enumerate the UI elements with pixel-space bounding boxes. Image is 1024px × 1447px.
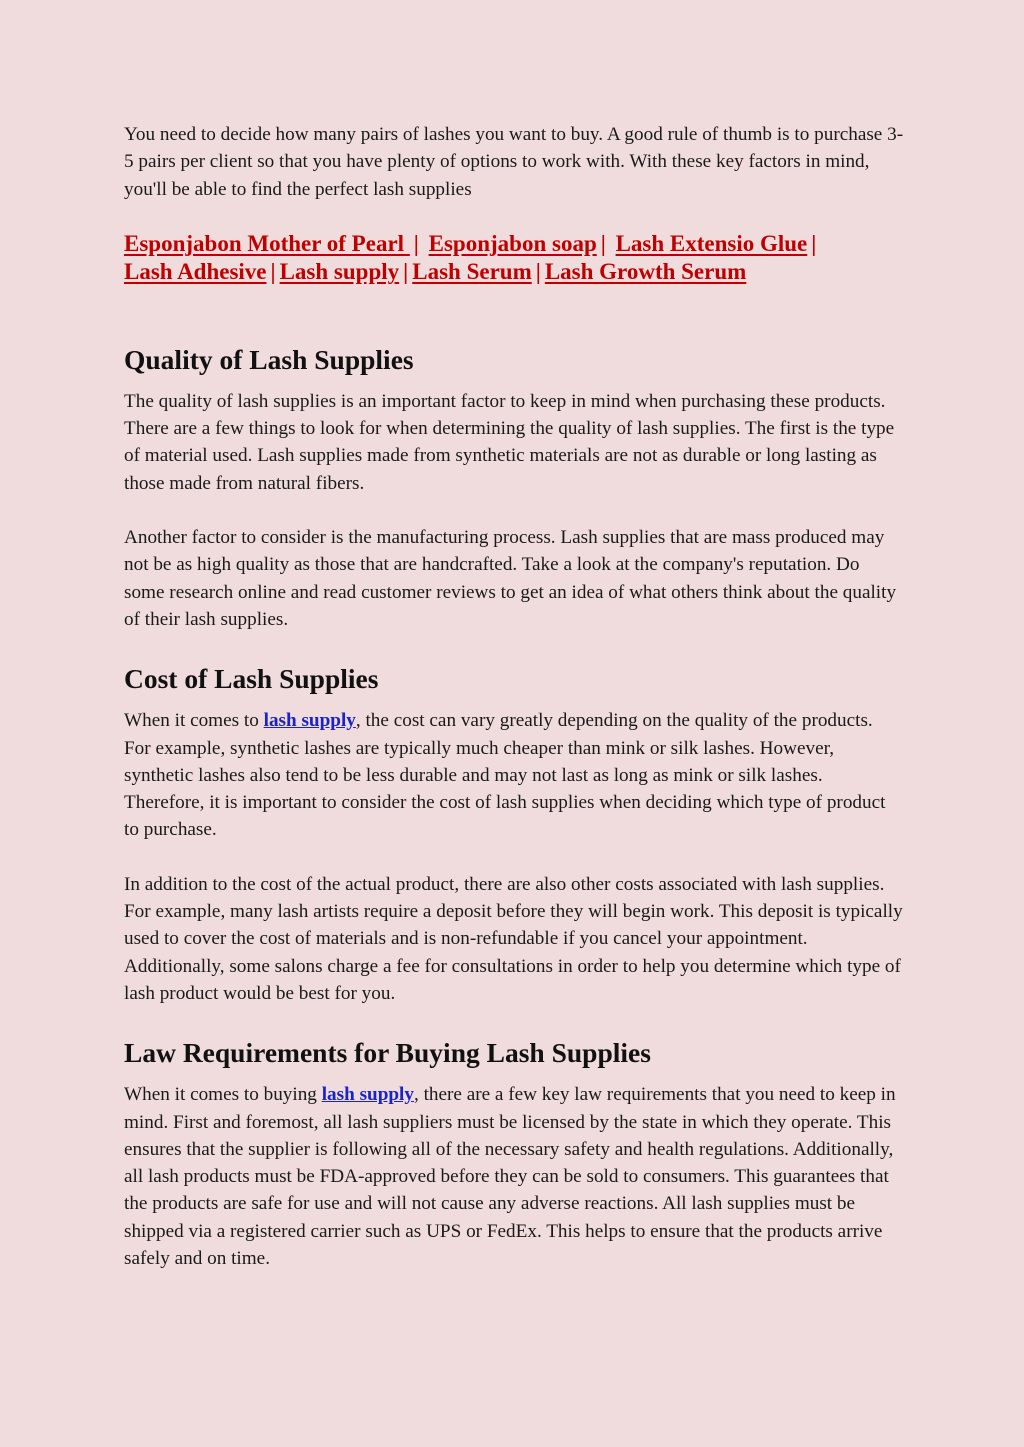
lash-supply-link[interactable]: lash supply bbox=[321, 1084, 414, 1106]
link-separator: | bbox=[535, 259, 541, 285]
law-p1-text-after: , there are a few key law requirements that you need to keep in mind. First and foremost, all lash suppliers must be licensed by the state in which they operate. This ensures that the supplier is following all of the necessary safety and health regulations. Additionally, all lash products must be FDA-approved before they can be sold to consumers. This guarantees that the products are safe for use and will not cause any adverse reactions. All lash supplies must be shipped via a registered carrier such as UPS or FedEx. This helps to ensure that the products arrive safely and on time. bbox=[124, 1084, 896, 1270]
quality-paragraph-2: Another factor to consider is the manufacturing process. Lash supplies that are mass produced may not be as high quality as those that are handcrafted. Take a look at the company's reputation. Do some research online and read customer reviews to get an idea of what others think about the quality of their lash supplies. bbox=[124, 527, 897, 630]
link-separator: | bbox=[403, 259, 409, 285]
link-esponjabon-soap[interactable]: Esponjabon soap bbox=[428, 230, 597, 256]
law-paragraph-1 bbox=[124, 1081, 904, 1272]
link-lash-growth-serum[interactable]: Lash Growth Serum bbox=[544, 259, 747, 285]
link-list bbox=[124, 230, 904, 287]
document-page bbox=[124, 121, 904, 1272]
quality-paragraph-1: The quality of lash supplies is an important factor to keep in mind when purchasing these products. There are a few things to look for when determining the quality of lash supplies. The first is the type of material used. Lash supplies made from synthetic materials are not as durable or long lasting as those made from natural fibers. bbox=[124, 390, 895, 494]
quality-heading: Quality of Lash Supplies bbox=[124, 343, 414, 375]
link-separator: | bbox=[600, 230, 606, 256]
link-separator: | bbox=[270, 259, 276, 285]
law-heading: Law Requirements for Buying Lash Supplies bbox=[124, 1037, 651, 1069]
intro-paragraph: You need to decide how many pairs of lashes you want to buy. A good rule of thumb is to purchase 3-5 pairs per client so that you have plenty of options to work with. With these key factors in mind, you'll be able to find the perfect lash supplies bbox=[124, 124, 904, 200]
cost-paragraph-1 bbox=[124, 707, 904, 843]
cost-paragraph-2: In addition to the cost of the actual product, there are also other costs associated with lash supplies. For example, many lash artists require a deposit before they will begin work. This deposit is typically used to cover the cost of materials and is non-refundable if you cancel your appointment. Additionally, some salons charge a fee for consultations in order to help you determine which type of lash product would be best for you. bbox=[124, 873, 903, 1004]
lash-supply-link[interactable]: lash supply bbox=[263, 710, 356, 732]
link-lash-adhesive[interactable]: Lash Adhesive bbox=[124, 259, 267, 285]
cost-p1-text-before: When it comes to bbox=[124, 710, 264, 732]
link-lash-supply[interactable]: Lash supply bbox=[279, 259, 400, 285]
law-p1-text-before: When it comes to buying bbox=[124, 1084, 322, 1106]
cost-heading: Cost of Lash Supplies bbox=[124, 663, 379, 695]
link-separator: | bbox=[811, 230, 817, 256]
link-lash-serum[interactable]: Lash Serum bbox=[412, 259, 532, 285]
link-esponjabon-mother-of-pearl[interactable]: Esponjabon Mother of Pearl bbox=[124, 230, 410, 256]
cost-p1-text-after: , the cost can vary greatly depending on the quality of the products. For example, synthetic lashes are typically much cheaper than mink or silk lashes. However, synthetic lashes also tend to be less durable and may not last as long as mink or silk lashes. Therefore, it is important to consider the cost of lash supplies when deciding which type of product to purchase. bbox=[124, 710, 886, 841]
link-separator: | bbox=[413, 230, 419, 256]
link-lash-extensio-glue[interactable]: Lash Extensio Glue bbox=[615, 230, 808, 256]
